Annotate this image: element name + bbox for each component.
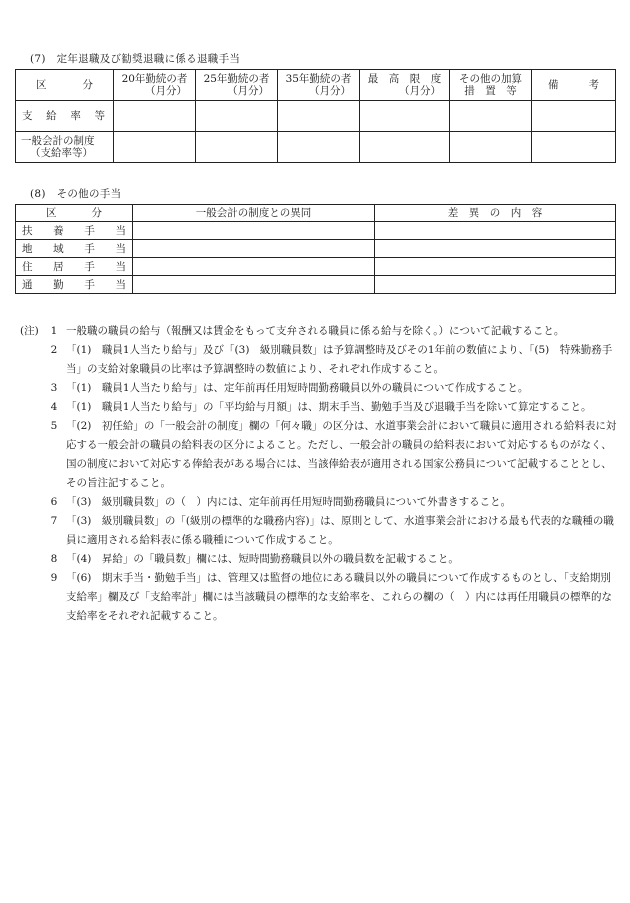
header-biko-2: 考 — [588, 79, 599, 91]
section8-title: (8) その他の手当 — [30, 188, 122, 200]
header-20yr — [114, 70, 196, 101]
header-max-line1: 最 高 限 度 — [367, 73, 442, 85]
table8-row-housing — [16, 258, 616, 276]
cell — [375, 276, 616, 294]
note-number: 7 — [50, 515, 58, 527]
header-biko — [532, 70, 616, 101]
rate-char-3: 率 — [70, 110, 81, 122]
note-text: 「(3) 級別職員数」の（ ）内には、定年前再任用短時間勤務職員について外書きすること。 — [66, 496, 512, 508]
note-item — [20, 398, 620, 417]
note-item — [20, 512, 620, 550]
note-number: 2 — [50, 344, 58, 356]
header-max-limit — [360, 70, 450, 101]
table8-row-commuting — [16, 276, 616, 294]
cell — [375, 240, 616, 258]
cell — [133, 222, 375, 240]
commuting-allowance-label — [16, 276, 133, 294]
cell — [114, 132, 196, 163]
section7-title: (7) 定年退職及び勧奨退職に係る退職手当 — [30, 53, 241, 65]
header-35yr — [278, 70, 360, 101]
dependent-allowance-label — [16, 222, 133, 240]
note-item — [20, 417, 620, 493]
cell — [133, 240, 375, 258]
cell — [375, 222, 616, 240]
note-item — [20, 379, 620, 398]
cell — [360, 101, 450, 132]
header-kubun — [16, 70, 114, 101]
note-number: 3 — [50, 382, 58, 394]
note-number: 9 — [50, 572, 58, 584]
regional-allowance-label — [16, 240, 133, 258]
cell — [133, 276, 375, 294]
header-kubun-2: 分 — [82, 79, 93, 91]
reg-c4: 当 — [115, 242, 126, 255]
cell — [375, 258, 616, 276]
dep-c3: 手 — [84, 224, 95, 237]
table7-row-general — [16, 132, 616, 163]
hou-c1: 住 — [22, 260, 33, 273]
table8-row-dependent — [16, 222, 616, 240]
dep-c1: 扶 — [22, 224, 33, 237]
cell — [133, 258, 375, 276]
note-number: 4 — [50, 401, 58, 413]
note-number: 8 — [50, 553, 58, 565]
cell — [360, 132, 450, 163]
note-number: 5 — [50, 420, 58, 432]
header-biko-1: 備 — [548, 79, 559, 91]
dep-c4: 当 — [115, 224, 126, 237]
row-rate-label — [16, 101, 114, 132]
table8-row-regional — [16, 240, 616, 258]
note-text: 「(4) 昇給」の「職員数」欄には、短時間勤務職員以外の職員数を記載すること。 — [66, 553, 459, 565]
header8-kubun-1: 区 — [46, 207, 57, 219]
header-kubun-1: 区 — [36, 79, 47, 91]
header8-kubun — [16, 205, 133, 222]
table8-header-row — [16, 205, 616, 222]
dep-c2: 養 — [53, 224, 64, 237]
header-other-line1: その他の加算 — [459, 73, 522, 85]
table7-row-rate — [16, 101, 616, 132]
reg-c1: 地 — [22, 242, 33, 255]
header-20yr-line1: 20年勤続の者 — [121, 73, 188, 85]
rate-char-2: 給 — [46, 110, 57, 122]
com-c3: 手 — [84, 278, 95, 291]
general-line2: （支給率等） — [30, 147, 93, 159]
note-text: 「(3) 級別職員数」の「(級別の標準的な職務内容)」は、原則として、水道事業会計における最も代表的な職種の職員に適用される給料表に係る職種について作成すること。 — [66, 515, 614, 546]
cell — [114, 101, 196, 132]
note-text: 「(2) 初任給」の「一般会計の制度」欄の「何々職」の区分は、水道事業会計において職員に適用される給料表に対応する一般会計の職員の給料表の区分によること。ただし、一般会計の職員の給料表において対応するものがなく、国の制度において対応する俸給表がある場合には、当該俸給表が適用される国家公務員について記載することとし、その旨注記すること。 — [66, 420, 617, 489]
header-other-additions — [450, 70, 532, 101]
note-item — [20, 493, 620, 512]
hou-c3: 手 — [84, 260, 95, 273]
note-item — [20, 550, 620, 569]
note-text: 「(6) 期末手当・勤勉手当」は、管理又は監督の地位にある職員以外の職員について作成するものとし、「支給期別支給率」欄及び「支給率計」欄には当該職員の標準的な支給率を、これらの欄の（ ）内には再任用職員の標準的な支給率をそれぞれ記載すること。 — [66, 572, 612, 622]
table7-header-row — [16, 70, 616, 101]
cell — [278, 132, 360, 163]
rate-char-4: 等 — [94, 110, 105, 122]
note-number: 1 — [50, 325, 58, 337]
hou-c4: 当 — [115, 260, 126, 273]
header-35yr-line1: 35年勤続の者 — [285, 73, 352, 85]
note-item — [20, 322, 620, 341]
note-text: 一般職の職員の給与（報酬又は賃金をもって支弁される職員に係る給与を除く。）について記載すること。 — [66, 325, 565, 337]
cell — [278, 101, 360, 132]
com-c1: 通 — [22, 278, 33, 291]
retirement-allowance-table — [15, 69, 616, 163]
header-25yr — [196, 70, 278, 101]
note-text: 「(1) 職員1人当たり給与」の「平均給与月額」は、期末手当、勤勉手当及び退職手当を除いて算定すること。 — [66, 401, 592, 413]
rate-char-1: 支 — [22, 110, 33, 122]
cell — [196, 132, 278, 163]
note-text: 「(1) 職員1人当たり給与」及び「(3) 級別職員数」は予算調整時及びその1年前の数値により、「(5) 特殊勤務手当」の支給対象職員の比率は予算調整時の数値により、それぞれ作成すること。 — [66, 344, 613, 375]
reg-c3: 手 — [84, 242, 95, 255]
cell — [196, 101, 278, 132]
cell — [532, 132, 616, 163]
cell — [450, 132, 532, 163]
note-number: 6 — [50, 496, 58, 508]
header-20yr-line2: （月分） — [145, 85, 187, 97]
header8-difference: 一般会計の制度との異同 — [133, 205, 375, 222]
note-item — [20, 569, 620, 626]
note-item — [20, 341, 620, 379]
header-25yr-line1: 25年勤続の者 — [203, 73, 270, 85]
cell — [532, 101, 616, 132]
com-c4: 当 — [115, 278, 126, 291]
header-max-line2: （月分） — [399, 85, 441, 97]
cell — [450, 101, 532, 132]
hou-c2: 居 — [53, 260, 64, 273]
header-35yr-line2: （月分） — [309, 85, 351, 97]
housing-allowance-label — [16, 258, 133, 276]
other-allowances-table — [15, 204, 616, 294]
general-line1: 一般会計の制度 — [21, 135, 95, 147]
notes-section — [20, 322, 620, 626]
notes-label: (注) — [20, 325, 39, 337]
reg-c2: 域 — [53, 242, 64, 255]
header-25yr-line2: （月分） — [227, 85, 269, 97]
note-text: 「(1) 職員1人当たり給与」は、定年前再任用短時間勤務職員以外の職員について作成すること。 — [66, 382, 529, 394]
com-c2: 勤 — [53, 278, 64, 291]
row-general-label — [16, 132, 114, 163]
header-other-line2: 措 置 等 — [464, 85, 517, 97]
header8-content: 差 異 の 内 容 — [375, 205, 616, 222]
header8-kubun-2: 分 — [91, 207, 102, 219]
